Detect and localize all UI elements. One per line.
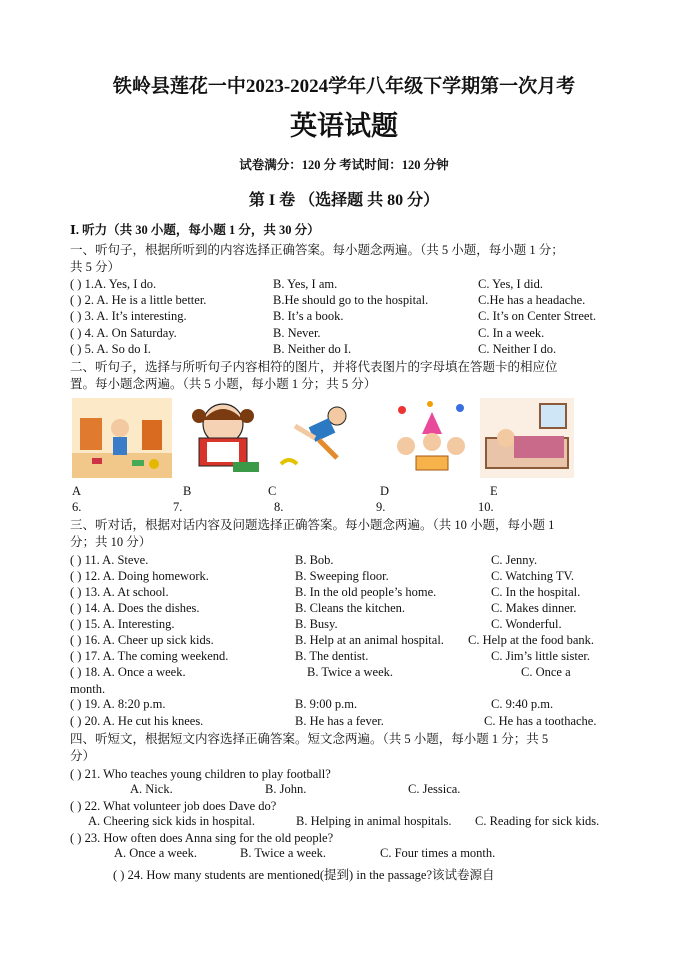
answer-slot-7: 7. bbox=[173, 500, 183, 514]
question-21: ( ) 21. Who teaches young children to play football? bbox=[70, 767, 331, 781]
picture-letter-e: E bbox=[490, 484, 498, 498]
question-11: ( ) 11. A. Steve. B. Bob. C. Jenny. bbox=[70, 553, 538, 567]
picture-letter-c: C bbox=[268, 484, 277, 498]
answer-slot-6: 6. bbox=[72, 500, 82, 514]
volume-heading: 第 I 卷 （选择题 共 80 分） bbox=[248, 192, 440, 209]
picture-slipping-boy bbox=[275, 398, 360, 478]
part4-instruction-cont: 分） bbox=[70, 749, 96, 763]
question-12: ( ) 12. A. Doing homework. B. Sweeping floor. C. Watching TV. bbox=[70, 569, 575, 583]
question-24: ( ) 24. How many students are mentioned(提到) in the passage?该试卷源自 bbox=[113, 868, 495, 882]
question-19: ( ) 19. A. 8:20 p.m. B. 9:00 p.m. C. 9:40 p.m. bbox=[70, 697, 554, 711]
question-13: ( ) 13. A. At school. B. In the old people’s home. C. In the hospital. bbox=[70, 585, 581, 599]
part3-instruction: 三、听对话，根据对话内容及问题选择正确答案。每小题念两遍。（共 10 小题，每小题 1 bbox=[70, 518, 555, 532]
question-1: ( ) 1.A. Yes, I do. B. Yes, I am. C. Yes, I did. bbox=[70, 277, 543, 291]
question-2: ( ) 2. A. He is a little better. B.He should go to the hospital. C.He has a headache. bbox=[70, 293, 586, 307]
exam-info: 试卷满分：120 分 考试时间：120 分钟 bbox=[239, 158, 449, 172]
question-3: ( ) 3. A. It’s interesting. B. It’s a book. C. It’s on Center Street. bbox=[70, 309, 597, 323]
picture-letter-b: B bbox=[183, 484, 192, 498]
answer-slot-9: 9. bbox=[376, 500, 386, 514]
question-23: ( ) 23. How often does Anna sing for the old people? bbox=[70, 831, 334, 845]
picture-numbers bbox=[70, 500, 630, 516]
exam-subtitle: 英语试题 bbox=[290, 111, 398, 142]
part3-instruction-cont: 分；共 10 分） bbox=[70, 535, 152, 549]
picture-letter-a: A bbox=[72, 484, 82, 498]
part2-instruction: 二、听句子，选择与所听句子内容相符的图片，并将代表图片的字母填在答题卡的相应位 bbox=[70, 360, 558, 374]
question-15: ( ) 15. A. Interesting. B. Busy. C. Wonderful. bbox=[70, 617, 562, 631]
listening-heading: Ⅰ. 听力（共 30 小题，每小题 1 分，共 30 分） bbox=[70, 223, 320, 237]
question-17: ( ) 17. A. The coming weekend. B. The dentist. C. Jim’s little sister. bbox=[70, 649, 590, 663]
answer-slot-10: 10. bbox=[478, 500, 494, 514]
picture-birthday-party bbox=[386, 398, 476, 478]
picture-letters bbox=[70, 484, 630, 500]
question-14: ( ) 14. A. Does the dishes. B. Cleans the kitchen. C. Makes dinner. bbox=[70, 601, 577, 615]
part1-instruction-cont: 共 5 分） bbox=[70, 260, 121, 274]
question-5: ( ) 5. A. So do I. B. Neither do I. C. Neither I do. bbox=[70, 342, 557, 356]
question-4: ( ) 4. A. On Saturday. B. Never. C. In a week. bbox=[70, 326, 545, 340]
question-18-cont: month. bbox=[70, 682, 106, 696]
part1-instruction: 一、听句子，根据所听到的内容选择正确答案。每小题念两遍。（共 5 小题，每小题 1 分； bbox=[70, 243, 564, 257]
question-21-options: A. Nick. B. John. C. Jessica. bbox=[130, 782, 461, 796]
part4-instruction: 四、听短文，根据短文内容选择正确答案。短文念两遍。（共 5 小题，每小题 1 分；共 5 bbox=[70, 732, 549, 746]
question-22-options: A. Cheering sick kids in hospital. B. Helping in animal hospitals. C. Reading for sick kids. bbox=[88, 814, 600, 828]
question-18: ( ) 18. A. Once a week. B. Twice a week. C. Once a bbox=[70, 665, 571, 679]
picture-messy-room bbox=[72, 398, 172, 478]
question-23-options: A. Once a week. B. Twice a week. C. Four times a month. bbox=[114, 846, 496, 860]
question-16: ( ) 16. A. Cheer up sick kids. B. Help at an animal hospital. C. Help at the food bank. bbox=[70, 633, 595, 647]
picture-letter-d: D bbox=[380, 484, 390, 498]
question-20: ( ) 20. A. He cut his knees. B. He has a fever. C. He has a toothache. bbox=[70, 714, 597, 728]
picture-sick-in-bed bbox=[480, 398, 574, 478]
question-22: ( ) 22. What volunteer job does Dave do? bbox=[70, 799, 277, 813]
picture-girl-reading bbox=[177, 398, 269, 478]
answer-slot-8: 8. bbox=[274, 500, 284, 514]
exam-title: 铁岭县莲花一中2023-2024学年八年级下学期第一次月考 bbox=[112, 76, 576, 97]
part2-instruction-cont: 置。每小题念两遍。（共 5 小题，每小题 1 分；共 5 分） bbox=[70, 377, 377, 391]
